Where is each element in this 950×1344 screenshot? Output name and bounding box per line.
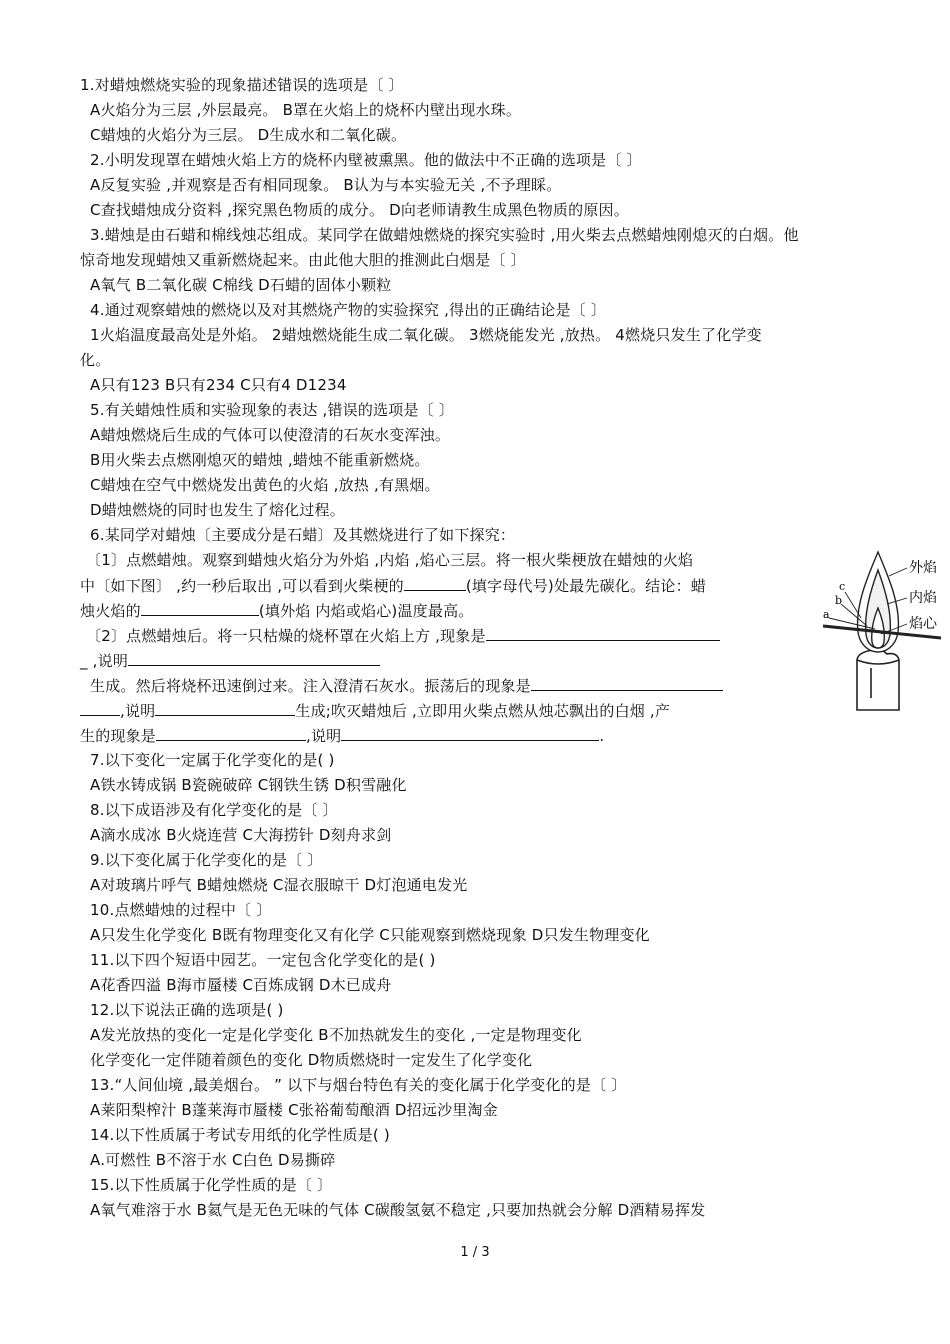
q2-options-ab: A反复实验 ,并观察是否有相同现象。 B认为与本实验无关 ,不予理睬。 — [90, 176, 562, 194]
q10-options: A只发生化学变化 B既有物理变化又有化学 C只能观察到燃烧现象 D只发生物理变化 — [90, 926, 650, 944]
q6-part2-line5 — [80, 723, 604, 749]
q7-options: A铁水铸成锅 B瓷碗破碎 C钢铁生锈 D积雪融化 — [90, 776, 407, 794]
q6-part2-line1-text: 〔2〕点燃蜡烛后。将一只枯燥的烧杯罩在火焰上方 ,现象是 — [86, 627, 486, 645]
q6-blank-explanation-1[interactable] — [128, 648, 380, 666]
q6-blank-beaker-phenomenon[interactable] — [486, 623, 720, 641]
q6-blank-hottest-layer[interactable] — [141, 598, 259, 616]
q12-options-cd: 化学变化一定伴随着颜色的变化 D物质燃烧时一定发生了化学变化 — [90, 1051, 533, 1069]
q8-options: A滴水成冰 B火烧连营 C大海捞针 D刻舟求剑 — [90, 826, 392, 844]
q6-part2-line5-pre: 生的现象是 — [80, 727, 157, 745]
q6-part1-line3-pre: 烛火焰的 — [80, 602, 141, 620]
q15-stem: 15.以下性质属于化学性质的是〔 〕 — [90, 1176, 333, 1194]
q6-part2-line4-mid1: ,说明 — [120, 702, 156, 720]
q13-options: A莱阳梨榨汁 B蓬莱海市蜃楼 C张裕葡萄酿酒 D招远沙里淘金 — [90, 1101, 498, 1119]
q1-stem: 1.对蜡烛燃烧实验的现象描述错误的选项是〔 〕 — [80, 76, 404, 94]
page-number: 1 / 3 — [460, 1245, 490, 1260]
q1-options-cd: C蜡烛的火焰分为三层。 D生成水和二氧化碳。 — [90, 126, 407, 144]
candle-body — [857, 650, 899, 711]
q12-options-ab: A发光放热的变化一定是化学变化 B不加热就发生的变化 ,一定是物理变化 — [90, 1026, 582, 1044]
q3-options: A氧气 B二氧化碳 C棉线 D石蜡的固体小颗粒 — [90, 276, 392, 294]
q6-part2-line5-end: . — [599, 727, 605, 745]
q6-part2-line4 — [80, 698, 670, 724]
q6-part2-line2 — [80, 648, 380, 674]
q9-stem: 9.以下变化属于化学变化的是〔 〕 — [90, 851, 323, 869]
q6-part2-line5-mid: ,说明 — [306, 727, 342, 745]
q4-stem: 4.通过观察蜡烛的燃烧以及对其燃烧产物的实验探究 ,得出的正确结论是〔 〕 — [90, 301, 607, 319]
q6-part2-line1 — [86, 623, 720, 649]
q6-part1-line2-post: (填字母代号)处最先碳化。结论：蜡 — [465, 577, 706, 595]
q6-part2-line4-mid2: 生成;吹灭蜡烛后 ,立即用火柴点燃从烛芯飘出的白烟 ,产 — [295, 702, 671, 720]
q6-part1-line3-post: (填外焰 内焰或焰心)温度最高。 — [258, 602, 474, 620]
q11-stem: 11.以下四个短语中园艺。一定包含化学变化的是( ) — [90, 951, 436, 969]
q3-stem-line2: 惊奇地发现蜡烛又重新燃烧起来。由此他大胆的推测此白烟是〔 〕 — [80, 251, 526, 269]
label-outer-flame: 外焰 — [909, 560, 937, 576]
q5-option-a: A蜡烛燃烧后生成的气体可以使澄清的石灰水变浑浊。 — [90, 426, 451, 444]
label-point-c: c — [839, 580, 846, 593]
q13-stem: 13.“人间仙境 ,最美烟台。 ” 以下与烟台特色有关的变化属于化学变化的是〔 〕 — [90, 1076, 627, 1094]
candle-flame-diagram — [815, 548, 945, 716]
q5-stem: 5.有关蜡烛性质和实验现象的表达 ,错误的选项是〔 〕 — [90, 401, 455, 419]
q14-options: A.可燃性 B不溶于水 C白色 D易撕碎 — [90, 1151, 336, 1169]
q6-blank-limewater-phenomenon-cont[interactable] — [80, 698, 120, 716]
label-inner-flame: 内焰 — [909, 590, 937, 606]
q6-stem: 6.某同学对蜡烛〔主要成分是石蜡〕及其燃烧进行了如下探究： — [90, 526, 516, 544]
q6-blank-white-smoke-phenomenon[interactable] — [156, 723, 306, 741]
q12-stem: 12.以下说法正确的选项是( ) — [90, 1001, 284, 1019]
label-point-a: a — [823, 608, 830, 621]
q6-part1-line2-pre: 中〔如下图〕 ,约一秒后取出 ,可以看到火柴梗的 — [80, 577, 404, 595]
q1-options-ab: A火焰分为三层 ,外层最亮。 B罩在火焰上的烧杯内壁出现水珠。 — [90, 101, 522, 119]
q5-option-c: C蜡烛在空气中燃烧发出黄色的火焰 ,放热 ,有黑烟。 — [90, 476, 440, 494]
q9-options: A对玻璃片呼气 B蜡烛燃烧 C湿衣服晾干 D灯泡通电发光 — [90, 876, 468, 894]
q3-stem-line1: 3.蜡烛是由石蜡和棉线烛芯组成。某同学在做蜡烛燃烧的探究实验时 ,用火柴去点燃蜡烛刚熄灭的白烟。他 — [90, 226, 799, 244]
q6-part2-line3 — [90, 673, 723, 699]
q6-blank-explanation-2[interactable] — [155, 698, 295, 716]
q4-options: A只有123 B只有234 C只有4 D1234 — [90, 376, 347, 394]
q6-part1-line2 — [80, 573, 706, 599]
q2-options-cd: C查找蜡烛成分资料 ,探究黑色物质的成分。 D向老师请教生成黑色物质的原因。 — [90, 201, 629, 219]
q15-options: A氧气难溶于水 B氦气是无色无味的气体 C碳酸氢氨不稳定 ,只要加热就会分解 D酒精易挥发 — [90, 1201, 706, 1219]
q6-part1-line3 — [80, 598, 474, 624]
q7-stem: 7.以下变化一定属于化学变化的是( ) — [90, 751, 335, 769]
q4-statements-line2: 化。 — [80, 351, 111, 369]
q6-blank-explanation-3[interactable] — [341, 723, 599, 741]
q10-stem: 10.点燃蜡烛的过程中〔 〕 — [90, 901, 272, 919]
q6-part2-line2-pre: _ ,说明 — [80, 652, 129, 670]
label-flame-core: 焰心 — [909, 616, 937, 632]
q8-stem: 8.以下成语涉及有化学变化的是〔 〕 — [90, 801, 338, 819]
q6-part1-line1: 〔1〕点燃蜡烛。观察到蜡烛火焰分为外焰 ,内焰 ,焰心三层。将一根火柴梗放在蜡烛的火焰 — [86, 551, 694, 569]
q14-stem: 14.以下性质属于考试专用纸的化学性质是( ) — [90, 1126, 390, 1144]
q5-option-d: D蜡烛燃烧的同时也发生了熔化过程。 — [90, 501, 345, 519]
q6-part2-line3-text: 生成。然后将烧杯迅速倒过来。注入澄清石灰水。振荡后的现象是 — [90, 677, 531, 695]
q11-options: A花香四溢 B海市蜃楼 C百炼成钢 D木已成舟 — [90, 976, 392, 994]
label-point-b: b — [835, 594, 843, 607]
q5-option-b: B用火柴去点燃刚熄灭的蜡烛 ,蜡烛不能重新燃烧。 — [90, 451, 430, 469]
q2-stem: 2.小明发现罩在蜡烛火焰上方的烧杯内壁被熏黑。他的做法中不正确的选项是〔 〕 — [90, 151, 642, 169]
q6-blank-carbonized-position[interactable] — [404, 573, 466, 591]
q4-statements-line1: 1火焰温度最高处是外焰。 2蜡烛燃烧能生成二氧化碳。 3燃烧能发光 ,放热。 4燃烧只发生了化学变 — [90, 326, 762, 344]
q6-blank-limewater-phenomenon[interactable] — [531, 673, 723, 691]
